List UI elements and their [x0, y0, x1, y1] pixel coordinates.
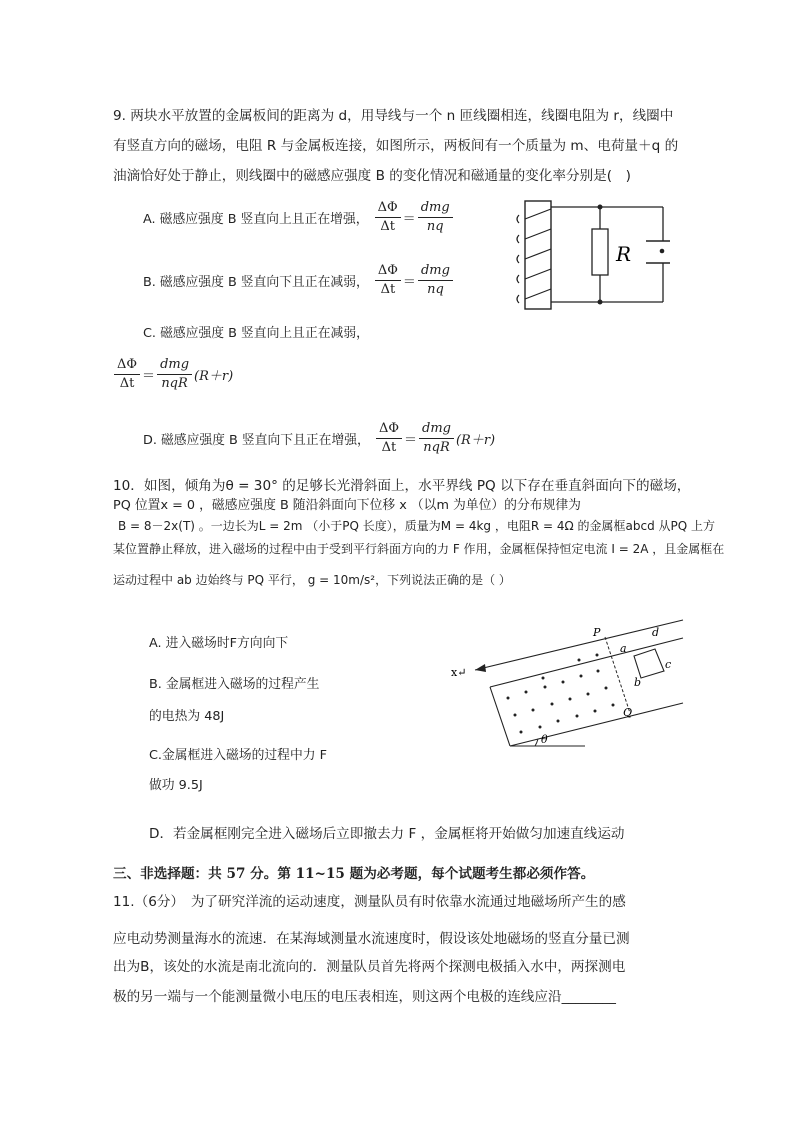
rhs-fraction: $\frac{\text{dmg}}{\text{nqR}}$ [157, 356, 192, 393]
resistor-R [592, 229, 608, 275]
rhs-fraction: $\frac{\text{dmg}}{nq}$ [418, 199, 453, 236]
svg-text:a: a [620, 642, 627, 655]
q11-line4: 极的另一端与一个能测量微小电压的电压表相连，则这两个电极的连线应沿________ [113, 989, 616, 1005]
q10-option-a[interactable]: A. 进入磁场时F方向向下 [149, 636, 289, 651]
q10-stem-line2: PQ 位置x = 0 ，磁感应强度 B 随沿斜面向下位移 x （以m 为单位）的分布规律为 [113, 498, 581, 513]
q10-stem-line4: 某位置静止释放，进入磁场的过程中由于受到平行斜面方向的力 F 作用，金属框保持恒定电流 I = 2A ，且金属框在 [113, 542, 725, 556]
q9-option-d[interactable]: D. 磁感应强度 B 竖直向下且正在增强， $\frac{\Delta\Phi}{\Delta t}$ ＝ $\frac{\text{dmg}}{\text{nqR}}$ (R＋r) [143, 421, 496, 455]
q9-option-d-text: D. 磁感应强度 B 竖直向下且正在增强， [143, 433, 370, 448]
q10-option-c[interactable]: C.金属框进入磁场的过程中力 F [149, 748, 327, 763]
q10-option-d[interactable]: D．若金属框刚完全进入磁场后立即撤去力 F ，金属框将开始做匀加速直线运动 [149, 826, 625, 842]
q9-circuit-figure [515, 195, 670, 315]
incline-bottom-edge [510, 703, 683, 746]
q10-stem-line3: B = 8－2x(T) 。一边长为L = 2m （小于PQ 长度），质量为M = 4kg ，电阻R = 4Ω 的金属框abcd 从PQ 上方 [118, 519, 715, 533]
rhs-fraction: $\frac{\text{dmg}}{nq}$ [418, 262, 453, 299]
rhs-fraction: $\frac{\text{dmg}}{\text{nqR}}$ [419, 420, 454, 457]
q10-option-c-cont: 做功 9.5J [149, 778, 203, 793]
q9-option-b[interactable]: B. 磁感应强度 B 竖直向下且正在减弱， $\frac{\Delta\Phi}{\Delta t}$ ＝ $\frac{\text{dmg}}{nq}$ [143, 262, 455, 299]
q9-stem-line2: 有竖直方向的磁场，电阻 R 与金属板连接，如图所示，两板间有一个质量为 m、电荷量＋q 的 [113, 138, 679, 154]
q9-option-a[interactable]: A. 磁感应强度 B 竖直向上且正在增强， $\frac{\Delta\Phi}{\Delta t}$ ＝ $\frac{\text{dmg}}{nq}$ [143, 199, 455, 236]
dphi-dt-fraction: $\frac{\Delta\Phi}{\Delta t}$ [375, 199, 401, 236]
svg-text:b: b [634, 676, 642, 689]
svg-text:d: d [652, 626, 660, 639]
coil-back-windings [517, 215, 519, 303]
magnetic-field-dots [507, 654, 615, 734]
q10-incline-figure [435, 608, 700, 758]
svg-text:Q: Q [623, 706, 633, 719]
svg-text:P: P [593, 626, 601, 639]
q9-option-c-formula: $\frac{\Delta\Phi}{\Delta t}$ ＝ $\frac{\text{dmg}}{\text{nqR}}$ (R＋r) [112, 356, 233, 393]
svg-text:x↵: x↵ [451, 666, 467, 679]
q9-stem-line1: 9. 两块水平放置的金属板间的距离为 d，用导线与一个 n 匝线圈相连，线圈电阻为 r，线圈中 [113, 108, 674, 124]
oil-droplet [660, 249, 665, 254]
resistor-label: R [616, 242, 632, 266]
section-3-heading: 三、非选择题：共 57 分。第 11~15 题为必考题，每个试题考生都必须作答。 [113, 866, 595, 882]
svg-text:c: c [665, 658, 672, 671]
q10-option-b[interactable]: B. 金属框进入磁场的过程产生 [149, 677, 320, 692]
dphi-dt-fraction: $\frac{\Delta\Phi}{\Delta t}$ [376, 420, 402, 457]
q9-option-a-text: A. 磁感应强度 B 竖直向上且正在增强， [143, 212, 369, 227]
svg-text:θ: θ [541, 733, 548, 746]
q10-option-b-cont: 的电热为 48J [149, 709, 225, 724]
dphi-dt-fraction: $\frac{\Delta\Phi}{\Delta t}$ [114, 356, 140, 393]
q9-option-b-text: B. 磁感应强度 B 竖直向下且正在减弱， [143, 275, 369, 290]
q11-line3: 出为B，该处的水流是南北流向的．测量队员首先将两个探测电极插入水中，两探测电 [113, 959, 626, 975]
q10-stem-line1: 10．如图，倾角为θ = 30° 的足够长光滑斜面上，水平界线 PQ 以下存在垂直斜面向下的磁场， [113, 478, 691, 494]
dphi-dt-fraction: $\frac{\Delta\Phi}{\Delta t}$ [375, 262, 401, 299]
metal-frame-abcd [634, 649, 664, 678]
q9-option-c[interactable]: C. 磁感应强度 B 竖直向上且正在减弱， [143, 326, 369, 341]
q9-stem-line3: 油滴恰好处于静止，则线圈中的磁感应强度 B 的变化情况和磁通量的变化率分别是( ) [113, 168, 631, 184]
q11-line1: 11.（6分） 为了研究洋流的运动速度，测量队员有时依靠水流通过地磁场所产生的感 [113, 894, 626, 910]
q10-stem-line5: 运动过程中 ab 边始终与 PQ 平行， g = 10m/s²，下列说法正确的是（ ） [113, 573, 511, 587]
q11-line2: 应电动势测量海水的流速．在某海域测量水流速度时，假设该处地磁场的竖直分量已测 [113, 931, 630, 947]
